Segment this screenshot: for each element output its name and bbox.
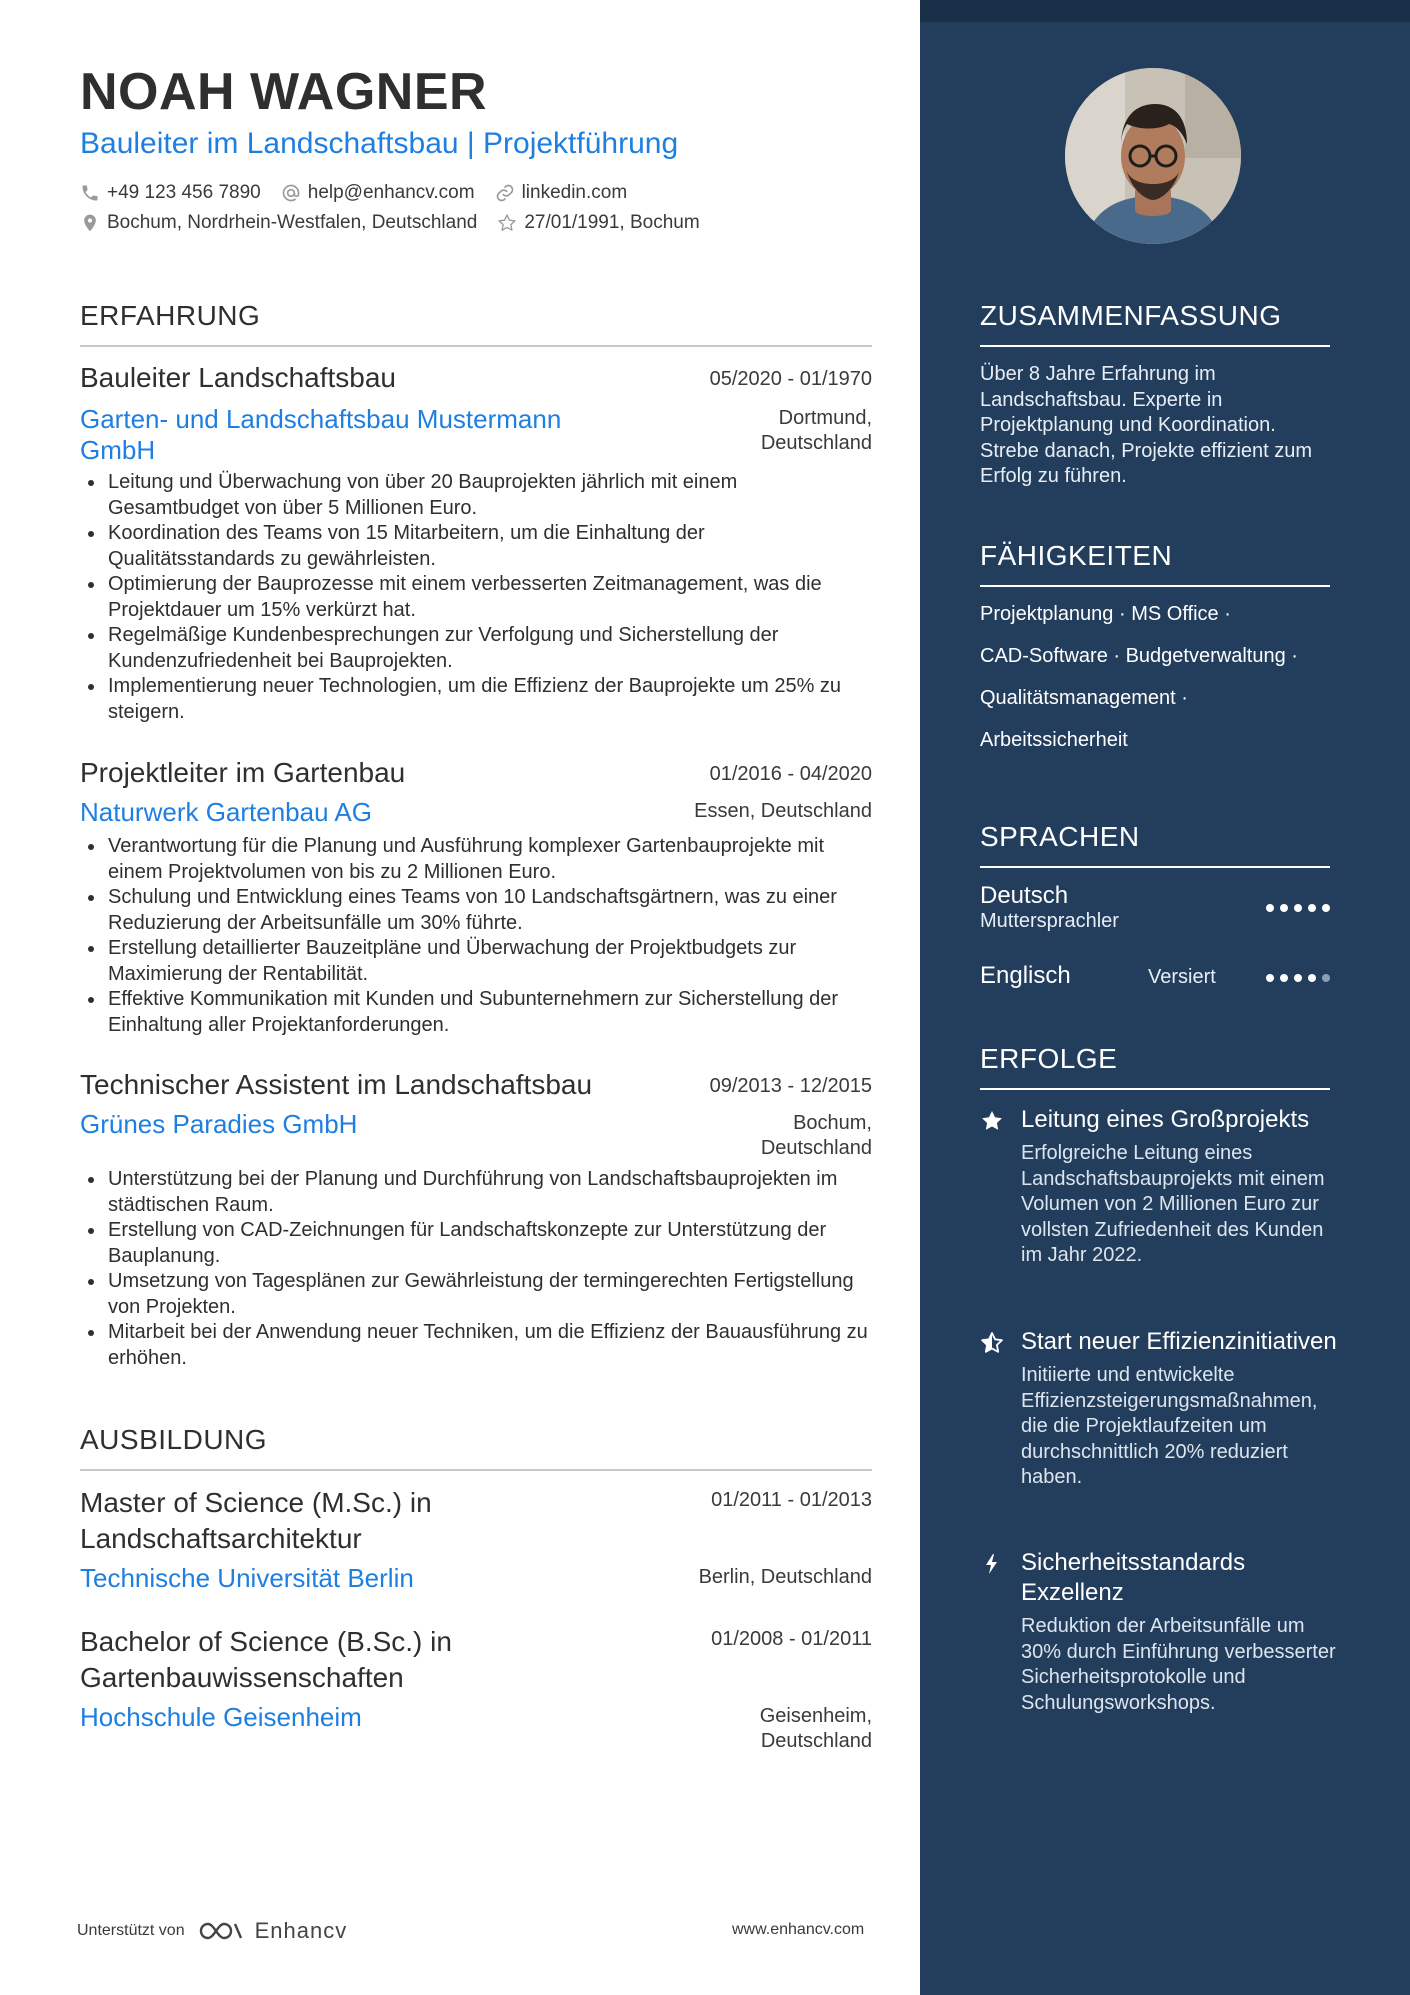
summary-text: Über 8 Jahre Erfahrung im Landschaftsbau. Experte in Projektplanung und Koordination. Strebe danach, Projekte effizient zum Erfolg zu führen. bbox=[980, 363, 1313, 487]
skills-divider bbox=[980, 585, 1330, 587]
education-heading: AUSBILDUNG bbox=[80, 1424, 268, 1455]
degree-title bbox=[80, 1624, 452, 1696]
job-entry-1 bbox=[80, 362, 872, 725]
achievement-title: Start neuer Effizienzinitiativen bbox=[1021, 1328, 1337, 1355]
school-location bbox=[699, 1563, 872, 1590]
rating-dot bbox=[1266, 974, 1274, 982]
skill-line-4: Arbeitssicherheit bbox=[980, 729, 1128, 751]
location-text: Bochum, Nordrhein-Westfalen, Deutschland bbox=[107, 212, 478, 233]
brand-name: Enhancv bbox=[254, 1918, 348, 1943]
contact-row-2 bbox=[80, 212, 720, 234]
job-bullets bbox=[80, 470, 872, 725]
linkedin-text[interactable]: linkedin.com bbox=[521, 182, 628, 203]
rating-dot bbox=[1280, 904, 1288, 912]
achievement-title: Leitung eines Großprojekts bbox=[1021, 1106, 1310, 1133]
list-item: Verantwortung für die Planung und Ausführung komplexer Gartenbauprojekte mit einem Projektvolumen von bis zu 2 Millionen Euro. bbox=[80, 834, 872, 885]
profile-photo bbox=[1065, 68, 1241, 244]
school-location bbox=[760, 1702, 872, 1754]
degree-line1: Bachelor of Science (B.Sc.) in bbox=[80, 1626, 452, 1657]
degree-title bbox=[80, 1485, 432, 1557]
job-dates: 01/2016 - 04/2020 bbox=[709, 763, 872, 785]
rating-dot bbox=[1266, 904, 1274, 912]
education-entry-2 bbox=[80, 1624, 872, 1754]
language-level: Versiert bbox=[1148, 966, 1216, 988]
degree-line2: Gartenbauwissenschaften bbox=[80, 1662, 404, 1693]
school-location-line1: Berlin, Deutschland bbox=[698, 1566, 872, 1588]
achievement-title: Sicherheitsstandards Exzellenz bbox=[1021, 1549, 1246, 1606]
contact-row-1 bbox=[80, 182, 647, 204]
birth-text: 27/01/1991, Bochum bbox=[524, 212, 700, 233]
summary-heading: ZUSAMMENFASSUNG bbox=[980, 300, 1282, 331]
at-icon bbox=[281, 183, 301, 203]
rating-dot bbox=[1308, 974, 1316, 982]
phone-text: +49 123 456 7890 bbox=[107, 182, 261, 203]
list-item: Erstellung von CAD-Zeichnungen für Landschaftskonzepte zur Unterstützung der Bauplanung. bbox=[80, 1218, 872, 1269]
list-item: Leitung und Überwachung von über 20 Bauprojekten jährlich mit einem Gesamtbudget von über 5 Millionen Euro. bbox=[80, 470, 872, 521]
job-dates: 05/2020 - 01/1970 bbox=[709, 368, 872, 390]
list-item: Schulung und Entwicklung eines Teams von 10 Landschaftsgärtnern, was zu einer Reduzierung der Arbeitsunfälle um 30% führte. bbox=[80, 885, 872, 936]
rating-dot bbox=[1308, 904, 1316, 912]
achievements-heading: ERFOLGE bbox=[980, 1043, 1118, 1074]
degree-line2: Landschaftsarchitektur bbox=[80, 1523, 362, 1554]
achievement-item-3 bbox=[980, 1548, 1340, 1716]
job-dates: 09/2013 - 12/2015 bbox=[709, 1075, 872, 1097]
languages-divider bbox=[980, 866, 1330, 868]
achievement-desc: Reduktion der Arbeitsunfälle um 30% durch Einführung verbesserter Sicherheitsprotokolle und Schulungsworkshops. bbox=[1021, 1615, 1336, 1714]
headline: Bauleiter im Landschaftsbau | Projektführung bbox=[80, 127, 679, 160]
location-pin-icon bbox=[80, 213, 100, 233]
school-name: Hochschule Geisenheim bbox=[80, 1702, 362, 1732]
job-location-line1: Bochum, bbox=[793, 1112, 872, 1134]
sidebar bbox=[920, 0, 1410, 1995]
job-location-line2: Deutschland bbox=[760, 1137, 872, 1159]
avatar bbox=[1065, 68, 1241, 244]
skills-heading: FÄHIGKEITEN bbox=[980, 540, 1173, 571]
degree-dates: 01/2011 - 01/2013 bbox=[711, 1489, 872, 1511]
candidate-name: NOAH WAGNER bbox=[80, 63, 488, 121]
location-item bbox=[80, 212, 477, 234]
email-text[interactable]: help@enhancv.com bbox=[307, 182, 475, 203]
achievement-desc: Erfolgreiche Leitung eines Landschaftsbauprojekts mit einem Volumen von 2 Millionen Euro zur vollsten Zufriedenheit des Kunden im Jahr 2022. bbox=[1021, 1142, 1325, 1266]
email-item[interactable] bbox=[281, 182, 475, 204]
education-divider bbox=[80, 1469, 872, 1471]
rating-dot bbox=[1294, 974, 1302, 982]
rating-dot bbox=[1280, 974, 1288, 982]
job-entry-3 bbox=[80, 1069, 872, 1371]
degree-dates: 01/2008 - 01/2011 bbox=[711, 1628, 872, 1650]
skill-line-1: Projektplanung · MS Office · bbox=[980, 603, 1231, 625]
job-location bbox=[761, 1109, 872, 1161]
list-item: Erstellung detaillierter Bauzeitpläne und Überwachung der Projektbudgets zur Maximierung der Rentabilität. bbox=[80, 936, 872, 987]
experience-heading: ERFAHRUNG bbox=[80, 300, 261, 331]
job-title: Technischer Assistent im Landschaftsbau bbox=[80, 1069, 593, 1100]
list-item: Regelmäßige Kundenbesprechungen zur Verfolgung und Sicherstellung der Kundenzufriedenheit bei Bauprojekten. bbox=[80, 623, 872, 674]
footer-branding bbox=[77, 1918, 347, 1944]
skill-line-3: Qualitätsmanagement · bbox=[980, 687, 1188, 709]
list-item: Implementierung neuer Technologien, um die Effizienz der Bauprojekte um 25% zu steigern. bbox=[80, 674, 872, 725]
achievement-item-1 bbox=[980, 1105, 1340, 1269]
school-location-line1: Geisenheim, bbox=[759, 1705, 872, 1727]
summary-divider bbox=[980, 345, 1330, 347]
skill-line-2: CAD-Software · Budgetverwaltung · bbox=[980, 645, 1298, 667]
rating-dot bbox=[1294, 904, 1302, 912]
job-entry-2 bbox=[80, 757, 872, 1038]
job-location-line2: Deutschland bbox=[760, 432, 872, 454]
star-icon bbox=[980, 1109, 1004, 1133]
job-bullets bbox=[80, 1167, 872, 1371]
language-item-deutsch bbox=[980, 882, 1330, 942]
list-item: Unterstützung bei der Planung und Durchführung von Landschaftsbauprojekten im städtischen Raum. bbox=[80, 1167, 872, 1218]
list-item: Mitarbeit bei der Anwendung neuer Techniken, um die Effizienz der Bauausführung zu erhöhen. bbox=[80, 1320, 872, 1371]
language-name: Englisch bbox=[980, 962, 1071, 989]
achievements-divider bbox=[980, 1088, 1330, 1090]
education-entry-1 bbox=[80, 1485, 872, 1594]
powered-by-text: Unterstützt von bbox=[77, 1922, 185, 1939]
sidebar-top-band bbox=[920, 0, 1410, 22]
job-company: Garten- und Landschaftsbau Mustermann GmbH bbox=[80, 404, 562, 465]
experience-divider bbox=[80, 345, 872, 347]
birth-item bbox=[497, 212, 699, 234]
list-item: Umsetzung von Tagesplänen zur Gewährleistung der termingerechten Fertigstellung von Projekten. bbox=[80, 1269, 872, 1320]
achievement-item-2 bbox=[980, 1327, 1340, 1491]
language-proficiency: Muttersprachler bbox=[980, 910, 1119, 932]
job-location bbox=[694, 797, 872, 824]
list-item: Koordination des Teams von 15 Mitarbeitern, um die Einhaltung der Qualitätsstandards zu gewährleisten. bbox=[80, 521, 872, 572]
linkedin-item[interactable] bbox=[495, 182, 628, 204]
job-title: Bauleiter Landschaftsbau bbox=[80, 362, 396, 393]
job-company: Naturwerk Gartenbau AG bbox=[80, 797, 372, 827]
language-rating bbox=[1260, 974, 1330, 982]
school-location-line2: Deutschland bbox=[760, 1730, 872, 1752]
enhancv-logo-icon bbox=[197, 1919, 245, 1943]
job-bullets bbox=[80, 834, 872, 1038]
phone-item bbox=[80, 182, 261, 204]
rating-dot bbox=[1322, 974, 1330, 982]
list-item: Optimierung der Bauprozesse mit einem verbesserten Zeitmanagement, was die Projektdauer um 15% verkürzt hat. bbox=[80, 572, 872, 623]
job-location-line1: Dortmund, bbox=[778, 407, 872, 429]
phone-icon bbox=[80, 183, 100, 203]
language-name: Deutsch bbox=[980, 882, 1069, 909]
degree-line1: Master of Science (M.Sc.) in bbox=[80, 1487, 432, 1518]
rating-dot bbox=[1322, 904, 1330, 912]
language-rating bbox=[1260, 904, 1330, 912]
half-star-icon bbox=[980, 1331, 1004, 1355]
job-title: Projektleiter im Gartenbau bbox=[80, 757, 406, 788]
job-location-line1: Essen, Deutschland bbox=[694, 800, 872, 822]
list-item: Effektive Kommunikation mit Kunden und Subunternehmern zur Sicherstellung der Einhaltung aller Projektanforderungen. bbox=[80, 987, 872, 1038]
footer-website[interactable]: www.enhancv.com bbox=[732, 1921, 865, 1938]
school-name: Technische Universität Berlin bbox=[80, 1563, 414, 1593]
job-location bbox=[761, 404, 872, 456]
link-icon bbox=[495, 183, 515, 203]
lightning-icon bbox=[980, 1552, 1004, 1576]
job-company: Grünes Paradies GmbH bbox=[80, 1109, 358, 1139]
language-item-englisch bbox=[980, 962, 1330, 996]
languages-heading: SPRACHEN bbox=[980, 821, 1140, 852]
star-outline-icon bbox=[497, 213, 517, 233]
achievement-desc: Initiierte und entwickelte Effizienzsteigerungsmaßnahmen, die die Projektlaufzeiten um durchschnittlich 20% reduziert haben. bbox=[1021, 1364, 1318, 1488]
